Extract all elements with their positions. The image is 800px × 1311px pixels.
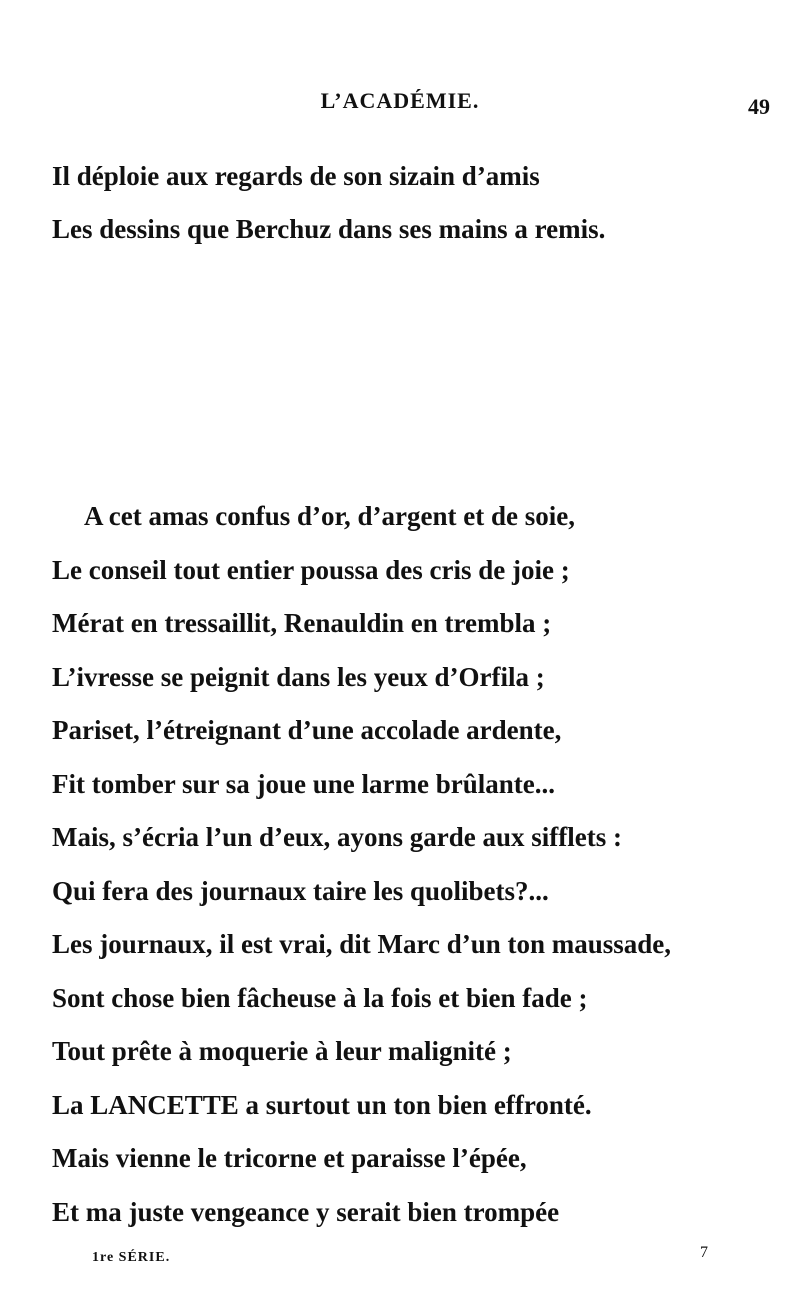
- verse-line: Les journaux, il est vrai, dit Marc d’un ton maussade,: [52, 929, 672, 959]
- verse-line: Mais, s’écria l’un d’eux, ayons garde aux sifflets :: [52, 822, 622, 852]
- verse-line: Mais vienne le tricorne et paraisse l’épée,: [52, 1143, 527, 1173]
- series-signature: 1re SÉRIE.: [92, 1250, 171, 1265]
- running-title: L’ACADÉMIE.: [320, 88, 480, 113]
- verse-line: Sont chose bien fâcheuse à la fois et bien fade ;: [52, 982, 588, 1013]
- verse-line: La LANCETTE a surtout un ton bien effronté.: [52, 1089, 592, 1120]
- verse-line: Fit tomber sur sa joue une larme brûlante...: [52, 768, 555, 799]
- verse-line: Les dessins que Berchuz dans ses mains a remis.: [52, 214, 606, 244]
- verse-line: Il déploie aux regards de son sizain d’amis: [52, 161, 540, 191]
- stanza-2: [52, 490, 780, 1239]
- stanza-1: [52, 150, 780, 256]
- verse-line: Et ma juste vengeance y serait bien trompée: [52, 1196, 560, 1227]
- verse-line: Mérat en tressaillit, Renauldin en trembla ;: [52, 608, 552, 638]
- verse-line: Pariset, l’étreignant d’une accolade ardente,: [52, 715, 562, 745]
- verse-line: Le conseil tout entier poussa des cris de joie ;: [52, 554, 570, 585]
- verse-line: Tout prête à moquerie à leur malignité ;: [52, 1036, 512, 1066]
- verse-line: L’ivresse se peignit dans les yeux d’Orfila ;: [52, 661, 545, 692]
- verse-line: Qui fera des journaux taire les quolibets?...: [52, 875, 549, 906]
- verse-line: A cet amas confus d’or, d’argent et de soie,: [84, 501, 575, 531]
- gathering-signature: 7: [700, 1244, 708, 1261]
- page-number: 49: [748, 94, 770, 119]
